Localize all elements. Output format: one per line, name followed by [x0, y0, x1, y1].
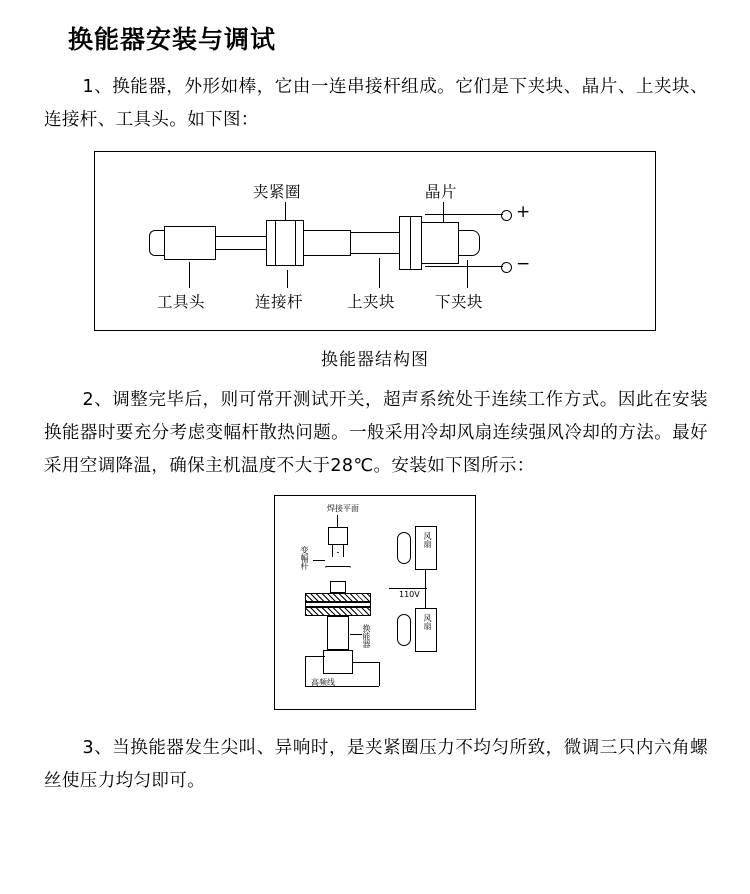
shape-connect-rod [215, 236, 267, 250]
shape-tool-head-body [164, 226, 216, 260]
shape-horn-lower [325, 566, 351, 582]
document-page [0, 24, 750, 894]
label-weld-plane: 焊接平面 [327, 503, 359, 513]
leader-connect-rod [287, 270, 288, 288]
figure1-frame [94, 151, 656, 331]
label-upper-block: 上夹块 [347, 292, 396, 311]
shape-transducer-housing [323, 650, 353, 674]
leader-horn [313, 560, 325, 561]
shape-fan-bottom-blade [397, 614, 411, 646]
leader-tool-head [189, 262, 190, 288]
figure1-caption: 换能器结构图 [321, 349, 429, 370]
shape-flange-bottom [305, 607, 371, 616]
shape-tool-head-tip [149, 230, 165, 256]
power-bus-vertical [425, 570, 426, 608]
shape-clamp-ring [266, 220, 304, 266]
label-hf-line: 高频线 [311, 677, 335, 687]
figure-transducer-structure [34, 151, 716, 370]
shape-end-cap [458, 230, 480, 256]
hf-wire-right-top [353, 662, 379, 663]
hf-wire-right [379, 662, 380, 686]
label-minus: − [516, 253, 531, 274]
label-fan-top: 风扇 [423, 531, 432, 548]
label-crystal: 晶片 [425, 182, 458, 201]
label-transducer: 换能器 [362, 623, 371, 648]
label-clamp-ring: 夹紧圈 [253, 182, 302, 201]
shape-collar [330, 581, 346, 593]
shape-upper-block [303, 230, 351, 256]
figure2-frame [274, 495, 476, 710]
terminal-negative [501, 262, 512, 273]
paragraph-3: 3、当换能器发生尖叫、异响时，是夹紧圈压力不均匀所致，微调三只内六角螺丝使压力均匀即可。 [44, 737, 708, 791]
leader-transducer [350, 634, 362, 635]
hf-wire-left [305, 656, 306, 686]
shape-fan-top-blade [397, 532, 411, 564]
page-title: 换能器安装与调试 [68, 25, 277, 54]
leader-weld-plane [337, 515, 338, 527]
label-connect-rod: 连接杆 [255, 292, 304, 311]
shape-horn-upper [325, 552, 351, 568]
label-tool-head: 工具头 [157, 292, 206, 311]
wire-positive [425, 214, 503, 215]
shape-tool-tip [328, 527, 348, 545]
wire-negative [425, 266, 503, 267]
clamp-ring-groove-2 [295, 220, 296, 266]
label-lower-block: 下夹块 [435, 292, 484, 311]
figure-installation [34, 495, 716, 710]
paragraph-1: 1、换能器，外形如棒，它由一连串接杆组成。它们是下夹块、晶片、上夹块、连接杆、工具头。如下图： [44, 76, 708, 130]
leader-upper-block [379, 258, 380, 288]
label-fan-bottom: 风扇 [423, 613, 432, 630]
label-horn: 变幅杆 [300, 545, 309, 570]
terminal-positive [501, 210, 512, 221]
label-plus: + [516, 201, 531, 222]
shape-transducer-body [327, 616, 349, 650]
leader-lower-block [467, 260, 468, 288]
paragraph-2: 2、调整完毕后，则可常开测试开关，超声系统处于连续工作方式。因此在安装换能器时要充分考虑变幅杆散热问题。一般采用冷却风扇连续强风冷却的方法。最好采用空调降温，确保主机温度不大于28℃。安装如下图所示： [44, 389, 708, 476]
shape-lower-block [421, 222, 459, 264]
shape-mid-rod [350, 232, 400, 254]
clamp-ring-groove-1 [275, 220, 276, 266]
hf-wire-left-top [305, 656, 325, 657]
power-bus-horizontal [389, 588, 427, 589]
label-voltage: 110V [399, 589, 420, 599]
shape-flange-top [305, 593, 371, 602]
